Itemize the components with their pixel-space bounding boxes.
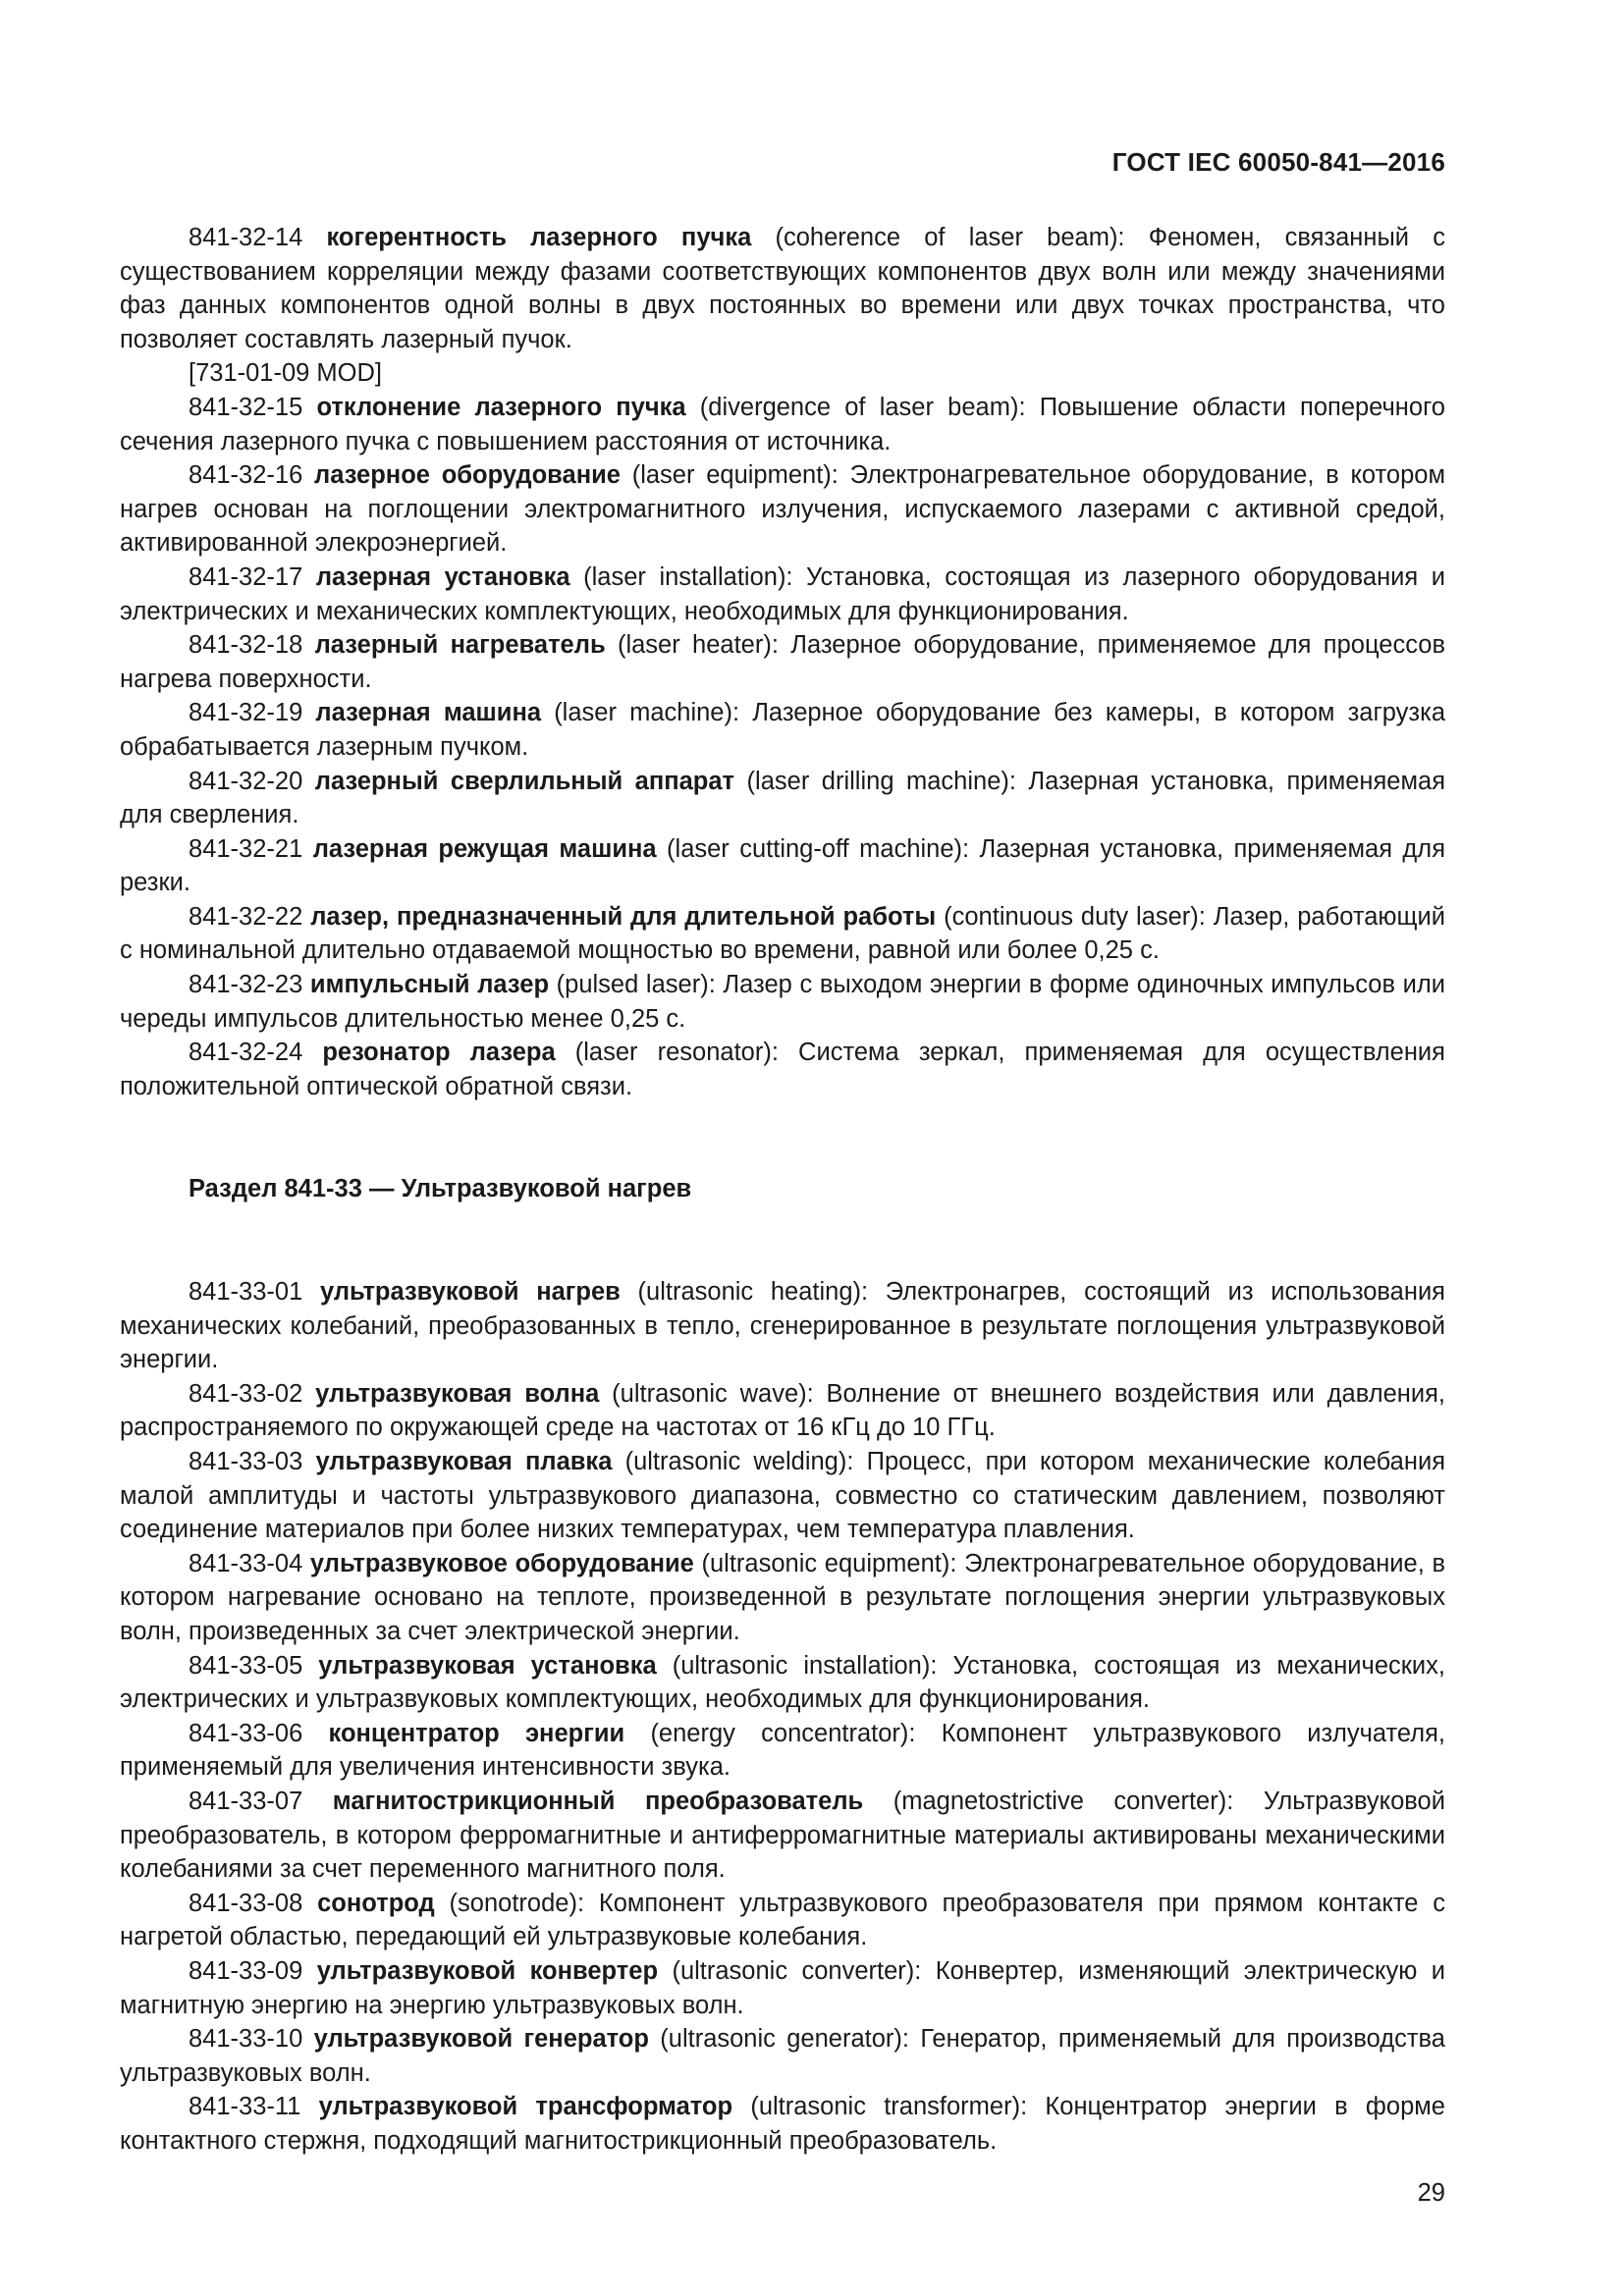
- term-number: 841-33-03: [189, 1448, 303, 1475]
- term-entry: [120, 1887, 1445, 1954]
- term-definition: (pulsed laser): Лазер с выходом энергии в форме одиночных импульсов или череды импульсов длительностью менее 0,25 с.: [120, 971, 1445, 1033]
- section-841-33-entries: [120, 1275, 1445, 2158]
- term-number: 841-32-20: [189, 767, 303, 795]
- term-entry: [120, 696, 1445, 764]
- term-definition: (ultrasonic generator): Генератор, применяемый для производства ультразвуковых волн.: [120, 2025, 1445, 2087]
- term-name: ультразвуковой трансформатор: [318, 2093, 733, 2121]
- term-definition: (laser installation): Установка, состоящая из лазерного оборудования и электрических и механических комплектующих, необходимых для функционирования.: [120, 562, 1445, 625]
- term-definition: (laser resonator): Система зеркал, применяемая для осуществления положительной оптической обратной связи.: [120, 1039, 1445, 1100]
- term-definition: (ultrasonic wave): Волнение от внешнего воздействия или давления, распространяемого по окружающей среде на частотах от 16 кГц до 10 ГГц.: [120, 1379, 1445, 1442]
- term-number: 841-32-19: [189, 699, 303, 727]
- term-entry: [120, 561, 1445, 628]
- term-definition: (laser cutting-off machine): Лазерная установка, применяемая для резки.: [120, 834, 1445, 897]
- term-name: лазерная установка: [315, 562, 570, 591]
- term-name: отклонение лазерного пучка: [316, 393, 686, 421]
- term-number: 841-33-05: [189, 1651, 303, 1680]
- term-name: ультразвуковой генератор: [313, 2025, 649, 2054]
- term-reference: [731-01-09 MOD]: [189, 359, 383, 388]
- term-name: лазерная режущая машина: [312, 834, 657, 863]
- term-name: ультразвуковое оборудование: [309, 1549, 694, 1577]
- term-definition: (sonotrode): Компонент ультразвукового преобразователя при прямом контакте с нагретой областью, передающий ей ультразвуковые колебания.: [120, 1889, 1445, 1951]
- term-name: ультразвуковой нагрев: [319, 1278, 621, 1307]
- term-name: лазерное оборудование: [314, 461, 621, 490]
- term-number: 841-33-04: [189, 1549, 303, 1577]
- term-entry: [120, 1717, 1445, 1785]
- term-definition: (laser drilling machine): Лазерная установка, применяемая для сверления.: [120, 767, 1446, 829]
- term-number: 841-33-07: [189, 1787, 303, 1815]
- term-number: 841-33-09: [189, 1956, 303, 1985]
- term-definition: (coherence of laser beam): Феномен, связанный с существованием корреляции между фазами соответствующих компонентов двух волн или между значениями фаз данных компонентов одной волны в двух постоянных во времени или двух точках пространства, что позволяет составлять лазерный пучок.: [120, 224, 1445, 353]
- term-entry: [120, 1649, 1445, 1717]
- term-name: сонотрод: [317, 1889, 435, 1917]
- section-841-32-entries: [120, 221, 1445, 1103]
- term-definition: (energy concentrator): Компонент ультразвукового излучателя, применяемый для увеличения интенсивности звука.: [120, 1719, 1445, 1782]
- term-entry: [120, 1377, 1445, 1445]
- term-number: 841-33-02: [189, 1379, 303, 1408]
- document-header: ГОСТ IEC 60050-841—2016: [1111, 147, 1445, 177]
- term-entry: [120, 221, 1445, 356]
- term-entry: [120, 2090, 1445, 2158]
- term-name: импульсный лазер: [309, 971, 550, 999]
- term-definition: (laser equipment): Электронагревательное оборудование, в котором нагрев основан на поглощении электромагнитного излучения, испускаемого лазерами с активной средой, активированной элекроэнергией.: [120, 461, 1445, 558]
- term-name: концентратор энергии: [328, 1719, 625, 1747]
- term-name: лазерная машина: [315, 699, 542, 727]
- term-entry: [120, 1036, 1445, 1103]
- term-number: 841-32-21: [189, 834, 303, 863]
- term-definition: (ultrasonic installation): Установка, состоящая из механических, электрических и ультразвуковых комплектующих, необходимых для функционирования.: [120, 1651, 1445, 1714]
- term-number: 841-32-24: [189, 1039, 303, 1067]
- term-name: резонатор лазера: [322, 1039, 556, 1067]
- term-number: 841-32-23: [189, 971, 303, 999]
- document-body: [120, 221, 1445, 2158]
- term-definition: (ultrasonic heating): Электронагрев, состоящий из использования механических колебаний, преобразованных в тепло, сгенерированное в результате поглощения ультразвуковой энергии.: [120, 1278, 1445, 1374]
- term-entry: [120, 832, 1445, 900]
- term-name: лазер, предназначенный для длительной работы: [310, 902, 937, 931]
- term-definition: (ultrasonic transformer): Концентратор энергии в форме контактного стержня, подходящий магнитострикционный преобразователь.: [120, 2093, 1445, 2155]
- term-entry: [120, 391, 1445, 458]
- term-number: 841-32-15: [189, 393, 303, 421]
- term-definition: (divergence of laser beam): Повышение области поперечного сечения лазерного пучка с повышением расстояния от источника.: [120, 393, 1445, 455]
- term-definition: (ultrasonic equipment): Электронагревательное оборудование, в котором нагревание основано на теплоте, произведенной в результате поглощения энергии ультразвуковых волн, произведенных за счет электрической энергии.: [120, 1549, 1445, 1645]
- term-entry: [120, 765, 1445, 832]
- term-name: ультразвуковой конвертер: [316, 1956, 659, 1985]
- term-name: лазерный сверлильный аппарат: [314, 767, 735, 795]
- term-entry: [120, 900, 1445, 968]
- term-number: 841-32-16: [189, 461, 303, 490]
- term-name: ультразвуковая установка: [318, 1651, 657, 1680]
- term-number: 841-33-10: [189, 2025, 303, 2054]
- term-number: 841-33-11: [189, 2093, 301, 2121]
- term-number: 841-32-17: [189, 562, 303, 591]
- term-name: лазерный нагреватель: [314, 631, 606, 660]
- term-definition: (continuous duty laser): Лазер, работающий с номинальной длительно отдаваемой мощностью во времени, равной или более 0,25 с.: [120, 902, 1445, 965]
- term-name: когерентность лазерного пучка: [326, 224, 752, 251]
- term-definition: (laser machine): Лазерное оборудование без камеры, в котором загрузка обрабатывается лазерным пучком.: [120, 699, 1445, 761]
- term-number: 841-33-08: [189, 1889, 303, 1917]
- term-entry: [120, 628, 1445, 696]
- section-heading: Раздел 841-33 — Ультразвуковой нагрев: [189, 1175, 692, 1203]
- term-name: ультразвуковая плавка: [315, 1448, 613, 1475]
- term-number: 841-33-01: [189, 1278, 303, 1307]
- term-definition: (ultrasonic welding): Процесс, при котором механические колебания малой амплитуды и частоты ультразвукового диапазона, совместно со статическим давлением, позволяют соединение материалов при более низких температурах, чем температура плавления.: [120, 1448, 1445, 1544]
- term-entry: [120, 1954, 1445, 2022]
- term-number: 841-32-18: [189, 631, 303, 660]
- term-entry: [120, 2022, 1445, 2090]
- term-definition: (magnetostrictive converter): Ультразвуковой преобразователь, в котором ферромагнитные и антиферромагнитные материалы активированы механическими колебаниями за счет переменного магнитного поля.: [120, 1787, 1445, 1884]
- term-entry: [120, 1547, 1445, 1649]
- term-number: 841-32-22: [189, 902, 303, 931]
- term-entry: [120, 1445, 1445, 1547]
- term-number: 841-33-06: [189, 1719, 303, 1747]
- term-name: магнитострикционный преобразователь: [332, 1787, 864, 1815]
- term-entry: [120, 968, 1445, 1036]
- term-entry: [120, 1785, 1445, 1887]
- term-definition: (laser heater): Лазерное оборудование, применяемое для процессов нагрева поверхности.: [120, 631, 1445, 693]
- term-entry: [120, 1275, 1445, 1377]
- term-definition: (ultrasonic converter): Конвертер, изменяющий электрическую и магнитную энергию на энергию ультразвуковых волн.: [120, 1956, 1445, 2019]
- term-number: 841-32-14: [189, 224, 303, 251]
- term-entry: [120, 458, 1445, 561]
- page-number: 29: [1417, 2179, 1445, 2207]
- term-name: ультразвуковая волна: [315, 1379, 600, 1408]
